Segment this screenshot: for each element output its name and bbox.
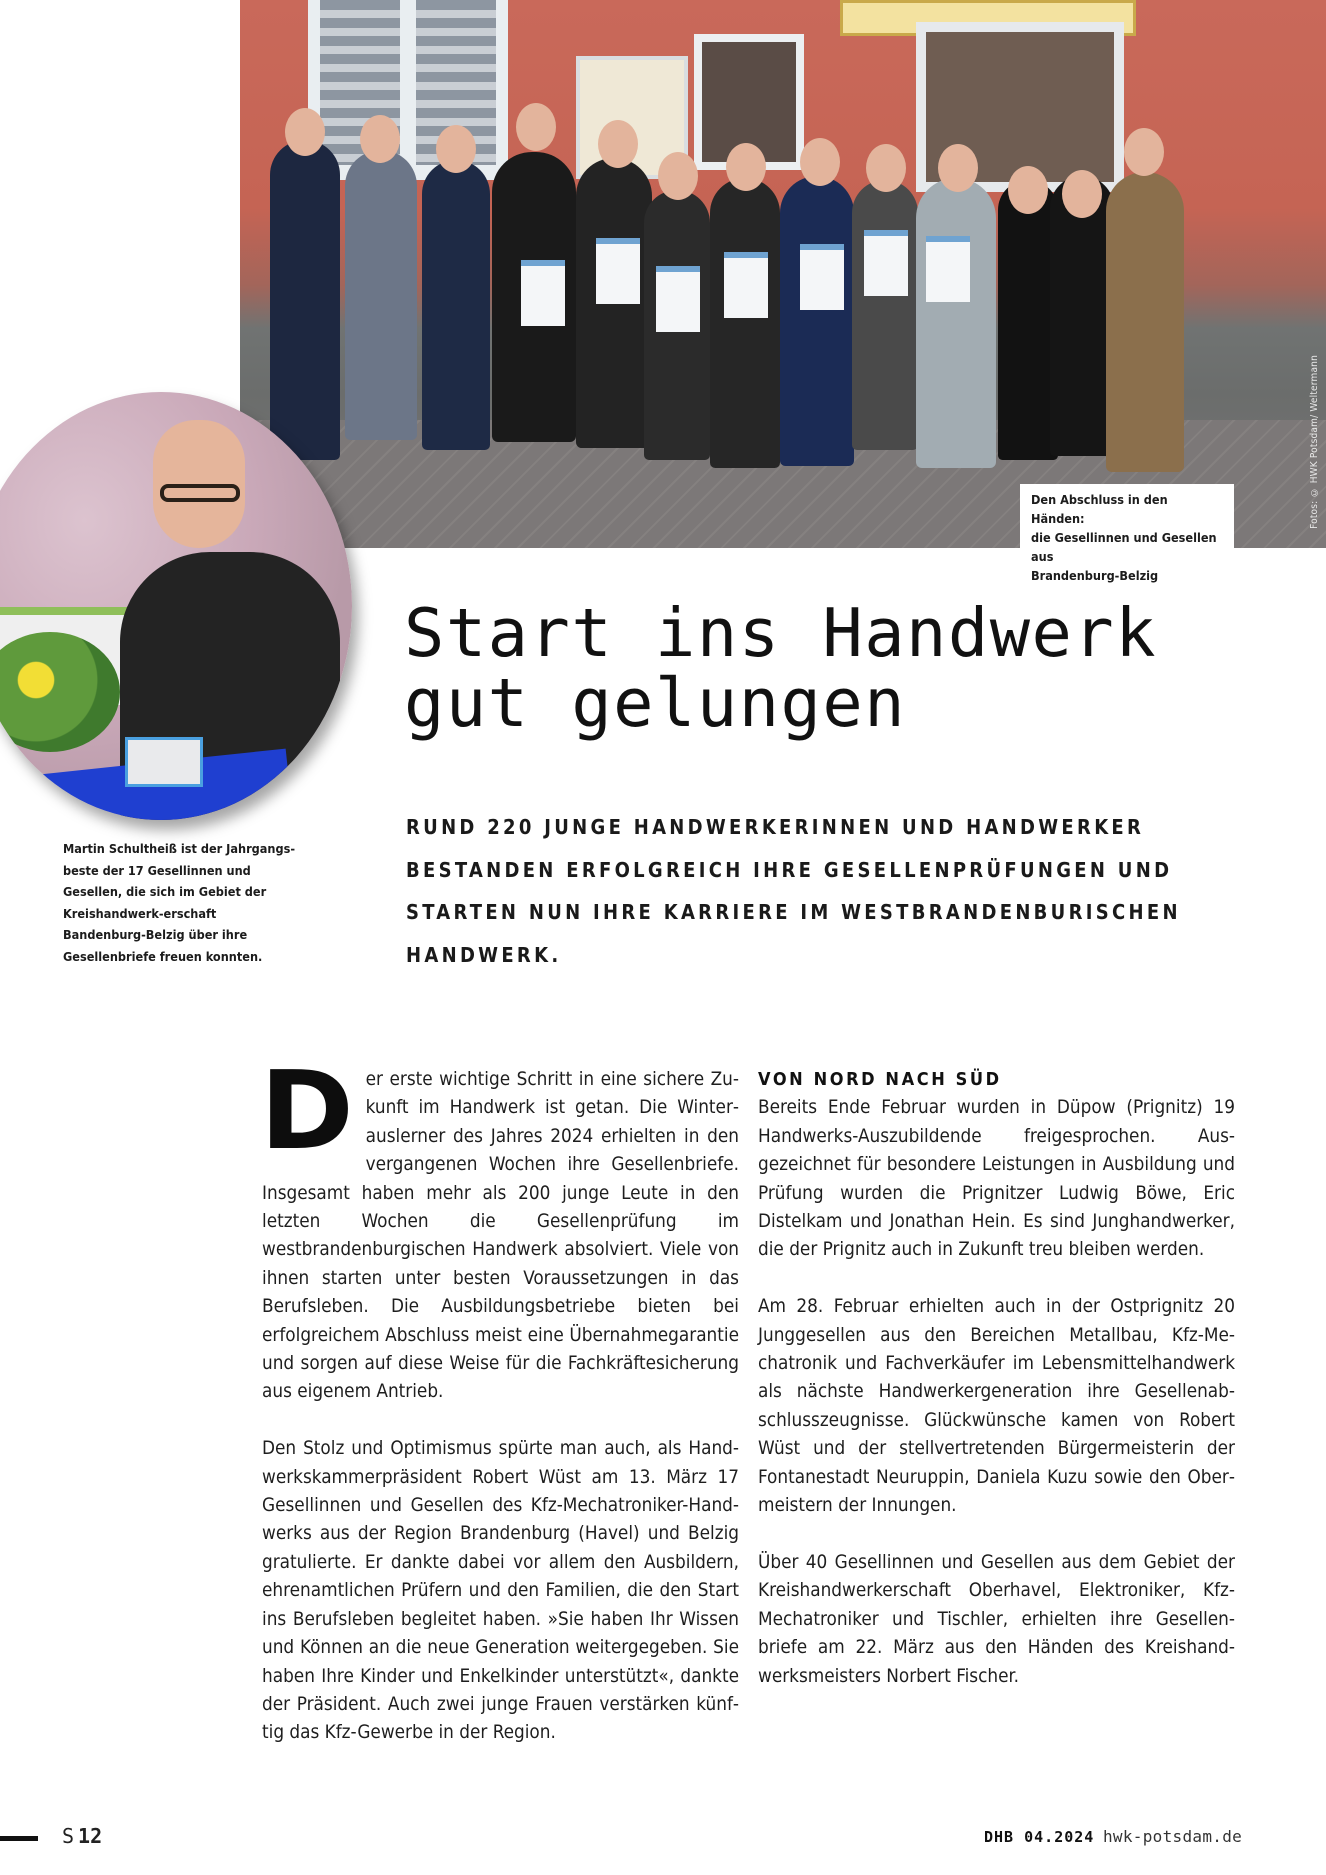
- person-head: [1124, 128, 1164, 176]
- glasses: [160, 484, 240, 502]
- person-figure: [852, 180, 918, 450]
- footer-rule: [0, 1836, 38, 1841]
- person-head: [938, 144, 978, 192]
- paragraph-text: er erste wichtige Schritt in eine sichere Zukunft im Handwerk ist getan. Die Winterauslerner des Jahres 2024 erhielten in den vergangenen Wochen ihre Gesellenbriefe. Insgesamt haben mehr als 200 junge Leute in den letzten Wochen die Gesellenprüfung im westbrandenburgischen Handwerk absolviert. Viele von ihnen starten unter besten Voraussetzungen in das Berufsleben. Die Ausbildungsbetriebe bieten bei erfolgreichem Abschluss meist eine Übernahmegarantie und sorgen auf diese Weise für die Fachkräftesicherung aus eigenem Antrieb.: [262, 1069, 739, 1403]
- group-photo-caption: [1020, 484, 1234, 591]
- certificate: [724, 252, 768, 318]
- person-figure: [916, 178, 996, 468]
- person-figure: [1050, 176, 1114, 456]
- person-head: [598, 120, 638, 168]
- caption-line: die Gesellinnen und Gesellen aus: [1031, 530, 1217, 564]
- article-intro: RUND 220 JUNGE HANDWERKERINNEN UND HANDWERKER BESTANDEN ERFOLGREICH IHRE GESELLENPRÜFUNGEN UND STARTEN NUN IHRE KARRIERE IM WESTBRANDENBURISCHEN HANDWERK.: [406, 815, 1181, 967]
- headline-line: Start ins Handwerk: [404, 594, 1158, 672]
- paragraph: Den Stolz und Optimismus spürte man auch, als Handwerkskammerpräsident Robert Wüst am 13. März 17 Gesellinnen und Gesellen des Kfz-Mechatroniker-Handwerks aus der Region Brandenburg (Havel) und Belzig gratulierte. Er dankte dabei vor allem den Ausbildern, ehrenamtlichen Prüfern und den Familien, die den Start ins Berufsleben begleitet haben. »Sie haben Ihr Wissen und Können an die neue Generation weitergegeben. Sie haben Ihre Kinder und Enkelkinder unterstützt«, dankte der Präsident. Auch zwei junge Frauen verstärken künftig das Kfz-Gewerbe in der Region.: [262, 1438, 739, 1744]
- person-head: [1008, 166, 1048, 214]
- person-head: [1062, 170, 1102, 218]
- photo-credit: Fotos: © HWK Potsdam/ Weltermann: [1309, 355, 1320, 529]
- certificate: [656, 266, 700, 332]
- website-link[interactable]: hwk-potsdam.de: [1103, 1827, 1243, 1846]
- paragraph: [259, 1049, 739, 1407]
- person-figure: [345, 150, 417, 440]
- person-head: [800, 138, 840, 186]
- paragraph: Bereits Ende Februar wurden in Düpow (Prignitz) 19 Handwerks-Auszubildende freigesprochen. Ausgezeichnet für besondere Leistungen in Ausbildung und Prüfung wurden die Prignitzer Ludwig Böwe, Eric Distelkam und Jonathan Hein. Es sind Junghandwerker, die der Prignitz auch in Zukunft treu bleiben werden.: [758, 1097, 1235, 1261]
- paragraph: Über 40 Gesellinnen und Gesellen aus dem Gebiet der Kreishandwerkerschaft Oberhavel, Elektroniker, Kfz-Mechatroniker und Tischler, erhielten ihre Gesellenbriefe am 22. März aus den Händen des Kreishandwerksmeisters Norbert Fischer.: [758, 1551, 1235, 1687]
- gift-box: [125, 737, 203, 787]
- person-head: [360, 115, 400, 163]
- caption-line: Brandenburg-Belzig: [1031, 568, 1159, 583]
- article-headline: [404, 594, 1284, 742]
- person-figure: [422, 160, 490, 450]
- certificate: [800, 244, 844, 310]
- issue-label: DHB 04.2024: [984, 1828, 1095, 1846]
- group-photo: [240, 0, 1326, 548]
- person-figure: [710, 178, 780, 468]
- certificate: [864, 230, 908, 296]
- body-column-right: [758, 1066, 1235, 1719]
- person-figure: [998, 180, 1058, 460]
- person-head: [436, 125, 476, 173]
- section-subhead: VON NORD NACH SÜD: [758, 1069, 1002, 1090]
- person-figure: [1106, 172, 1184, 472]
- caption-line: Den Abschluss in den Händen:: [1031, 492, 1168, 526]
- page-number: [62, 1824, 102, 1848]
- paragraph: Am 28. Februar erhielten auch in der Ostprignitz 20 Junggesellen aus den Bereichen Metallbau, Kfz-Mechatronik und Fachverkäufer im Lebensmittelhandwerk als nächste Handwerkergeneration ihre Gesellenabschlusszeugnisse. Glückwünsche kamen von Robert Wüst und der stellvertretenden Bürgermeisterin der Fontanestadt Neuruppin, Daniela Kuzu sowie den Obermeistern der Innungen.: [758, 1296, 1235, 1517]
- body-column-left: [259, 1049, 739, 1776]
- portrait-caption: Martin Schultheiß ist der Jahrgangs-beste der 17 Gesellinnen und Gesellen, die sich im Gebiet der Kreishandwerk-erschaft Bandenburg-Belzig über ihre Gesellenbriefe freuen konnten.: [63, 841, 296, 964]
- person-head: [658, 152, 698, 200]
- certificate: [926, 236, 970, 302]
- page-number-value: 12: [78, 1824, 103, 1848]
- window: [308, 0, 508, 180]
- dropcap: D: [259, 1049, 354, 1174]
- certificate: [596, 238, 640, 304]
- headline-line: gut gelungen: [404, 664, 907, 742]
- page-prefix: S: [62, 1824, 75, 1848]
- person-figure: [270, 140, 340, 460]
- certificate: [521, 260, 565, 326]
- person-head: [516, 103, 556, 151]
- person-head: [866, 144, 906, 192]
- person-head: [285, 108, 325, 156]
- person-figure: [780, 176, 854, 466]
- person-head: [726, 143, 766, 191]
